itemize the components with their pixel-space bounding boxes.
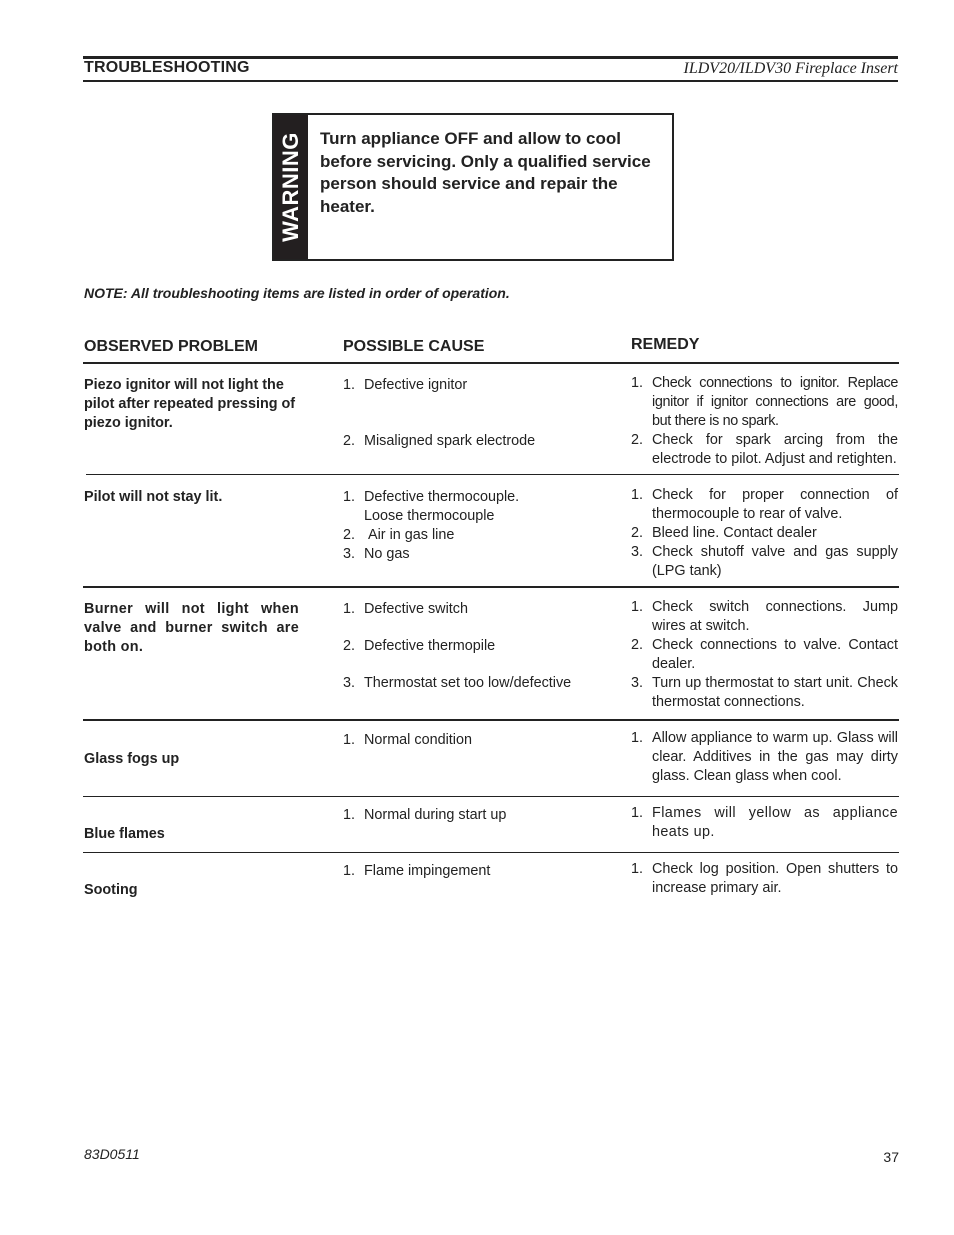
header-bottom-rule — [83, 80, 898, 82]
warning-label: WARNING — [278, 132, 303, 242]
row-divider — [83, 796, 899, 797]
cause-item: 1. Flame impingement — [343, 863, 491, 879]
problem-pilot-not-lit: Pilot will not stay lit. — [84, 489, 223, 505]
causes-sooting — [343, 862, 613, 881]
document-title: ILDV20/ILDV30 Fireplace Insert — [683, 60, 898, 77]
warning-box — [272, 113, 674, 261]
causes-burner-not-light — [343, 600, 613, 693]
cause-item: 2. Defective thermopile — [343, 638, 496, 654]
remedies-blue-flames — [631, 804, 898, 842]
remedy-item: 1. Check for proper connection of thermocouple to rear of valve. — [631, 487, 898, 522]
problem-sooting: Sooting — [84, 882, 138, 898]
cause-item: 2. Misaligned spark electrode — [343, 433, 536, 449]
remedies-piezo-ignitor — [631, 374, 898, 469]
row-divider — [83, 586, 899, 588]
remedy-item: 1. Check connections to ignitor. Replace ignitor if ignitor connections are good, but there is no spark. — [631, 375, 898, 429]
cause-item: 1. Normal condition — [343, 732, 472, 748]
cause-item: 1. Defective switch — [343, 601, 468, 617]
problem-burner-not-light: Burner will not light when valve and burner switch are both on. — [84, 601, 299, 655]
warning-text: Turn appliance OFF and allow to cool before servicing. Only a qualified service person should service and repair the heater. — [320, 129, 651, 216]
header-observed-problem: OBSERVED PROBLEM — [84, 338, 258, 355]
cause-item: 2. Air in gas line — [343, 527, 455, 543]
remedy-item: 1. Flames will yellow as appliance heats up. — [631, 805, 898, 840]
cause-item: 1. Normal during start up — [343, 807, 507, 823]
remedy-item: 2. Check connections to valve. Contact dealer. — [631, 637, 898, 672]
remedy-item: 1. Check log position. Open shutters to increase primary air. — [631, 861, 898, 896]
remedy-item: 1. Allow appliance to warm up. Glass will clear. Additives in the gas may dirty glass. Clean glass when cool. — [631, 730, 898, 784]
document-code: 83D0511 — [84, 1146, 140, 1162]
remedies-glass-fogs — [631, 729, 898, 786]
causes-piezo-ignitor — [343, 376, 613, 451]
cause-item: 1. Defective ignitor — [343, 377, 468, 393]
causes-glass-fogs — [343, 731, 613, 750]
problem-glass-fogs: Glass fogs up — [84, 751, 180, 767]
cause-item: 3. No gas — [343, 546, 410, 562]
header-rule — [83, 362, 899, 364]
row-divider — [86, 474, 899, 475]
header-remedy: REMEDY — [631, 336, 700, 353]
remedies-pilot-not-lit — [631, 486, 898, 581]
row-divider — [83, 719, 899, 721]
section-title: TROUBLESHOOTING — [84, 59, 250, 76]
header-possible-cause: POSSIBLE CAUSE — [343, 338, 485, 355]
operation-order-note: NOTE: All troubleshooting items are listed in order of operation. — [84, 285, 510, 301]
remedy-item: 2. Bleed line. Contact dealer — [631, 525, 817, 541]
cause-item: 3. Thermostat set too low/defective — [343, 675, 572, 691]
causes-blue-flames — [343, 806, 613, 825]
remedy-item: 3. Check shutoff valve and gas supply (LPG tank) — [631, 544, 898, 579]
remedy-item: 3. Turn up thermostat to start unit. Check thermostat connections. — [631, 675, 898, 710]
cause-item: 1. Defective thermocouple. Loose thermocouple — [343, 489, 520, 524]
problem-piezo-ignitor: Piezo ignitor will not light the pilot after repeated pressing of piezo ignitor. — [84, 377, 296, 431]
remedies-burner-not-light — [631, 598, 898, 712]
problem-blue-flames: Blue flames — [84, 826, 165, 842]
warning-band — [274, 115, 308, 259]
remedy-item: 2. Check for spark arcing from the electrode to pilot. Adjust and retighten. — [631, 432, 898, 467]
row-divider — [83, 852, 899, 853]
causes-pilot-not-lit — [343, 488, 613, 564]
remedy-item: 1. Check switch connections. Jump wires at switch. — [631, 599, 898, 634]
page-number: 37 — [883, 1149, 899, 1165]
remedies-sooting — [631, 860, 898, 898]
